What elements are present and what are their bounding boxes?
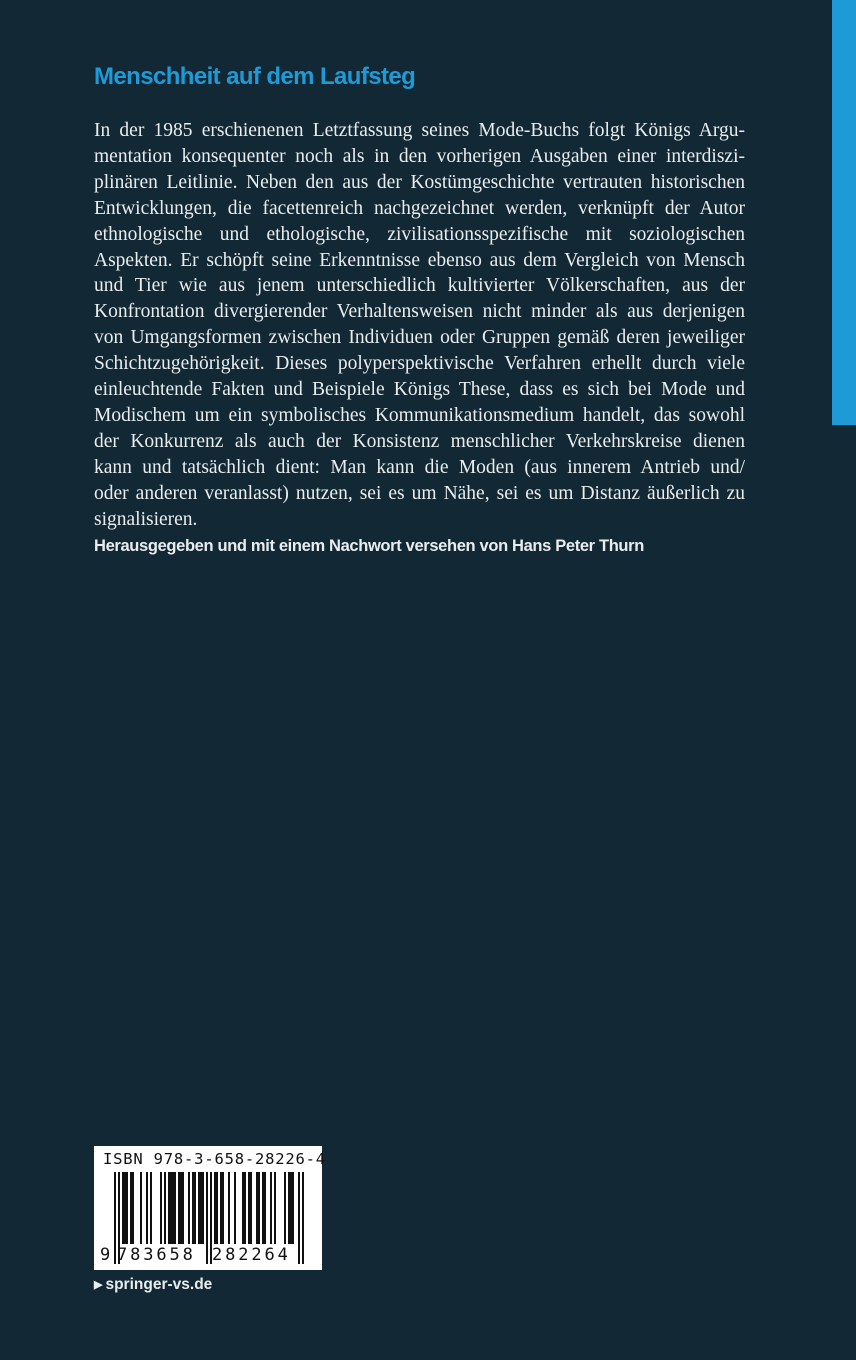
barcode-bar — [290, 1172, 292, 1244]
blurb-text — [94, 118, 745, 533]
blurb-line: In der 1985 erschienenen Letztfassung seines Mode-Buchs folgt Königs Argu- — [94, 120, 745, 141]
barcode-bar — [114, 1172, 116, 1264]
blurb-line: ethnologische und ethologische, zivilisationsspezifische mit soziologischen — [94, 223, 745, 245]
barcode-bar — [182, 1172, 184, 1244]
blurb-line: signalisieren. — [94, 508, 198, 530]
barcode-bar — [198, 1172, 200, 1244]
blurb-line: einleuchtende Fakten und Beispiele Königs These, dass es sich bei Mode und — [94, 379, 745, 401]
publisher-website[interactable] — [94, 1276, 212, 1294]
blurb-line: und Tier wie aus jenem unterschiedlich kultivierter Völkerschaften, aus der — [94, 275, 745, 297]
barcode-bar — [132, 1172, 134, 1244]
barcode-bar — [242, 1172, 244, 1244]
barcode-bar — [164, 1172, 166, 1244]
barcode-bar — [228, 1172, 230, 1244]
ean-right-group: 282264 — [212, 1245, 291, 1265]
barcode-bar — [292, 1172, 294, 1244]
barcode-bar — [202, 1172, 204, 1244]
barcode-bar — [172, 1172, 174, 1244]
blurb-line: Modischem um ein symbolisches Kommunikationsmedium handelt, das sowohl — [94, 404, 745, 426]
ean-left-group: 783658 — [117, 1245, 196, 1265]
barcode-bar — [168, 1172, 170, 1244]
barcode-bar — [160, 1172, 162, 1244]
barcode-bar — [256, 1172, 258, 1244]
blurb-line: oder anderen veranlasst) nutzen, sei es um Nähe, sei es um Distanz äußerlich zu — [94, 482, 745, 504]
barcode-box — [94, 1146, 326, 1270]
website-label: springer-vs.de — [105, 1276, 213, 1293]
barcode-bar — [200, 1172, 202, 1244]
ean-first-digit: 9 — [100, 1245, 111, 1265]
blurb-line: von Umgangsformen zwischen Individuen oder Gruppen gemäß deren jeweiliger — [94, 327, 745, 349]
barcode-bar — [194, 1172, 196, 1244]
barcode-bar — [180, 1172, 182, 1244]
barcode-bar — [146, 1172, 148, 1244]
triangle-right-icon: ▶ — [94, 1279, 103, 1291]
barcode-bar — [122, 1172, 124, 1244]
isbn-label: ISBN 978-3-658-28226-4 — [103, 1150, 326, 1168]
barcode-bar — [124, 1172, 126, 1244]
blurb-line: kann und tatsächlich dient: Man kann die Moden (aus innerem Antrieb und/ — [94, 456, 745, 478]
barcode-bar — [192, 1172, 194, 1244]
barcode-bar — [234, 1172, 236, 1244]
barcode-bar — [262, 1172, 264, 1244]
barcode-bar — [214, 1172, 216, 1244]
barcode-bar — [170, 1172, 172, 1244]
barcode-bar — [216, 1172, 218, 1244]
barcode-bar — [140, 1172, 142, 1244]
barcode-bar — [220, 1172, 222, 1244]
blurb-line: plinären Leitlinie. Neben den aus der Kostümgeschichte vertrauten historischen — [94, 171, 745, 193]
barcode-bar — [130, 1172, 132, 1244]
cover-title: Menschheit auf dem Laufsteg — [94, 63, 416, 90]
barcode-bar — [284, 1172, 286, 1244]
barcode-bar — [174, 1172, 176, 1244]
barcode-bar — [150, 1172, 152, 1244]
barcode-bar — [222, 1172, 224, 1244]
barcode-bar — [288, 1172, 290, 1244]
barcode-bar — [126, 1172, 128, 1244]
barcode-bar — [248, 1172, 250, 1244]
blurb-line: der Konkurrenz als auch der Konsistenz menschlicher Verkehrskreise dienen — [94, 430, 745, 452]
barcode-bar — [258, 1172, 260, 1244]
barcode-bar — [178, 1172, 180, 1244]
blurb-line: Konfrontation divergierender Verhaltensweisen nicht minder als aus derjenigen — [94, 301, 745, 323]
editor-note: Herausgegeben und mit einem Nachwort versehen von Hans Peter Thurn — [94, 537, 644, 555]
barcode-bar — [244, 1172, 246, 1244]
barcode-bar — [274, 1172, 276, 1244]
barcode-bar — [250, 1172, 252, 1244]
blurb-line: mentation konsequenter noch als in den vorherigen Ausgaben einer interdiszi- — [94, 145, 745, 167]
blurb-line: Schichtzugehörigkeit. Dieses polyperspektivische Verfahren erhellt durch viele — [94, 353, 745, 375]
barcode-bar — [264, 1172, 266, 1244]
blurb-line: Aspekten. Er schöpft seine Erkenntnisse ebenso aus dem Vergleich von Mensch — [94, 249, 745, 271]
accent-strip — [832, 0, 856, 425]
blurb-line: Entwicklungen, die facettenreich nachgezeichnet werden, verknüpft der Autor — [94, 197, 745, 219]
barcode-bar — [270, 1172, 272, 1244]
barcode-bar — [188, 1172, 190, 1244]
